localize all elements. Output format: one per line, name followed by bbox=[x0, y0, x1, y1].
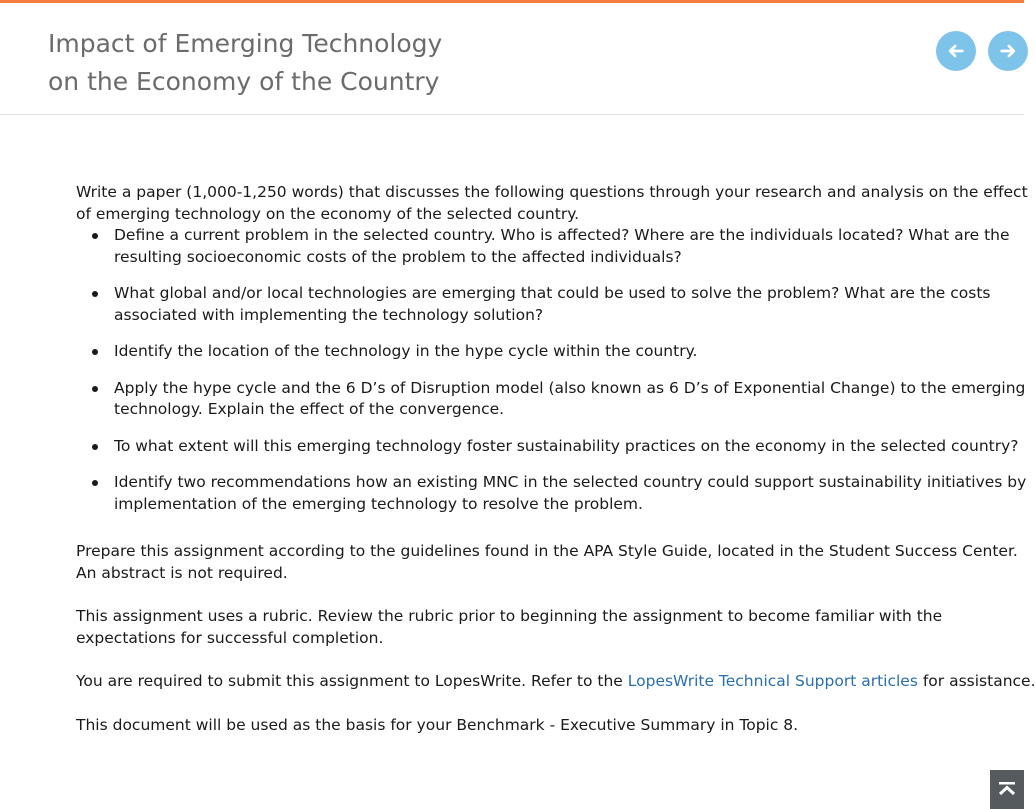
submit-suffix: for assistance. bbox=[922, 672, 1036, 690]
page-title-line-1: Impact of Emerging Technology bbox=[48, 29, 443, 58]
question-item: Apply the hype cycle and the 6 D’s of Disruption model (also known as 6 D’s of Exponential Change) to the emerging technology. Explain the effect of the convergence. bbox=[76, 378, 1036, 421]
rubric-paragraph: This assignment uses a rubric. Review the rubric prior to beginning the assignment to become familiar with the expectations for successful completion. bbox=[76, 607, 943, 647]
question-list bbox=[76, 225, 1036, 515]
assignment-content bbox=[76, 182, 1036, 736]
question-item: Identify two recommendations how an existing MNC in the selected country could support sustainability initiatives by implementation of the emerging technology to resolve the problem. bbox=[76, 472, 1036, 515]
page-title-line-2: on the Economy of the Country bbox=[48, 67, 440, 96]
submit-paragraph bbox=[76, 671, 1036, 693]
page-title bbox=[48, 25, 488, 101]
scroll-to-top-button[interactable] bbox=[990, 770, 1024, 809]
question-item: What global and/or local technologies are emerging that could be used to solve the problem? What are the costs associated with implementing the technology solution? bbox=[76, 283, 1036, 326]
intro-paragraph: Write a paper (1,000-1,250 words) that discusses the following questions through your research and analysis on the effect of emerging technology on the economy of the selected country. bbox=[76, 183, 1028, 223]
page-header bbox=[0, 3, 1024, 115]
apa-paragraph: Prepare this assignment according to the guidelines found in the APA Style Guide, located in the Student Success Center. An abstract is not required. bbox=[76, 542, 1018, 582]
submit-prefix: You are required to submit this assignment to LopesWrite. Refer to the bbox=[76, 672, 623, 690]
lopeswrite-support-link[interactable]: LopesWrite Technical Support articles bbox=[627, 672, 918, 690]
arrow-right-icon bbox=[999, 42, 1017, 60]
question-item: To what extent will this emerging technology foster sustainability practices on the economy in the selected country? bbox=[76, 436, 1036, 458]
arrow-left-icon bbox=[947, 42, 965, 60]
scroll-to-top-icon bbox=[996, 779, 1018, 801]
next-button[interactable] bbox=[988, 31, 1028, 71]
previous-button[interactable] bbox=[936, 31, 976, 71]
benchmark-paragraph: This document will be used as the basis for your Benchmark - Executive Summary in Topic 8. bbox=[76, 715, 799, 734]
question-item: Identify the location of the technology in the hype cycle within the country. bbox=[76, 341, 1036, 363]
question-item: Define a current problem in the selected country. Who is affected? Where are the individuals located? What are the resulting socioeconomic costs of the problem to the affected individuals? bbox=[76, 225, 1036, 268]
